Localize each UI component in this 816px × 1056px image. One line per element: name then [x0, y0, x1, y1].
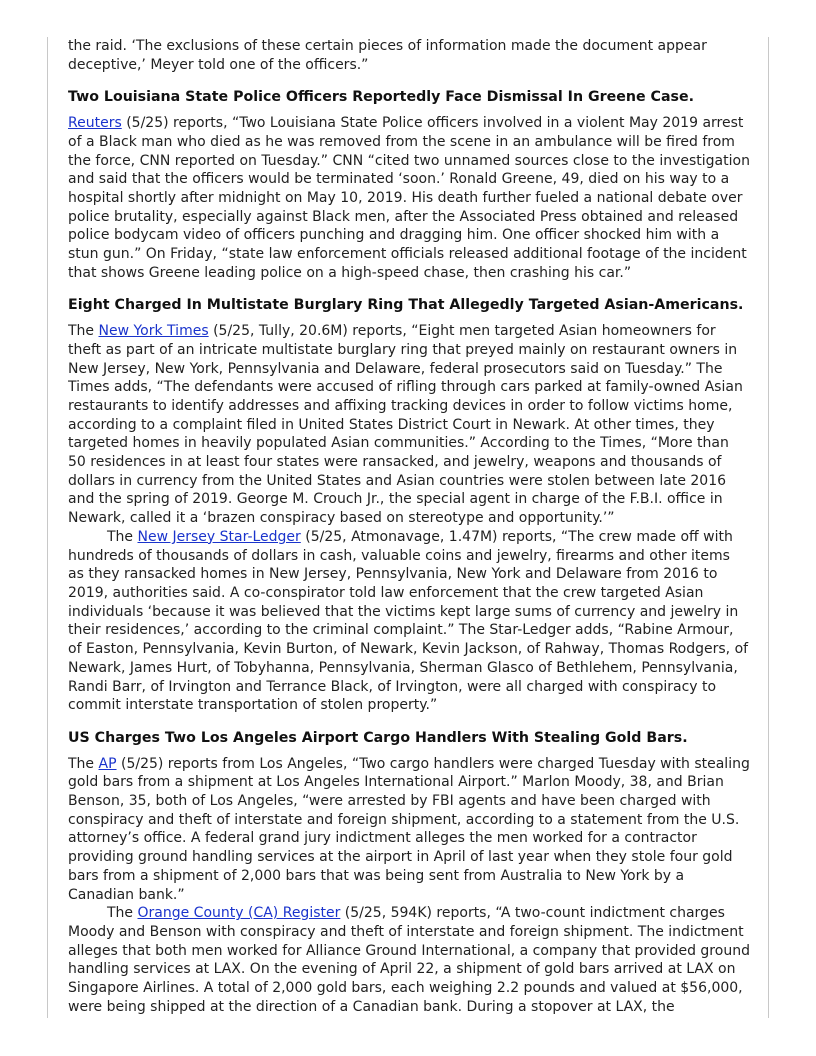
article-burglary-paragraph-1-prefix: The — [68, 323, 99, 340]
link-reuters[interactable]: Reuters — [68, 115, 122, 132]
article-gold-paragraph-1-text: (5/25) reports from Los Angeles, “Two cargo handlers were charged Tuesday with stealing gold bars from a shipment at Los Angeles International Airport.” Marlon Moody, 38, and Brian Benson, 35, both of Los Angeles, “were arrested by FBI agents and have been charged with conspiracy and theft of interstate and foreign shipment, according to a statement from the U.S. attorney’s office. A federal grand jury indictment alleges the men worked for a contractor providing ground handling services at the airport in April of last year when they stole four gold bars from a shipment of 2,000 bars that was being sent from Australia to New York by a Canadian bank.” — [68, 755, 750, 903]
article-louisiana-police — [68, 88, 750, 282]
document-body — [68, 37, 750, 1019]
article-burglary-paragraph-2 — [68, 528, 750, 715]
article-gold-paragraph-2-prefix: The — [107, 905, 138, 922]
article-burglary-paragraph-2-prefix: The — [107, 528, 138, 545]
headline-gold-bars: US Charges Two Los Angeles Airport Cargo Handlers With Stealing Gold Bars. — [68, 729, 688, 746]
link-ap[interactable]: AP — [98, 755, 117, 772]
article-louisiana-paragraph-1-text: (5/25) reports, “Two Louisiana State Police officers involved in a violent May 2019 arrest of a Black man who died as he was removed from the scene in an ambulance will be fired from the force, CNN reported on Tuesday.” CNN “cited two unnamed sources close to the investigation and said that the officers would be terminated ‘soon.’ Ronald Greene, 49, died on his way to a hospital shortly after midnight on May 10, 2019. His death further fueled a national debate over police brutality, especially against Black men, after the Associated Press obtained and released police bodycam video of officers punching and dragging him. One officer shocked him with a stun gun.” On Friday, “state law enforcement officials released additional footage of the incident that shows Greene leading police on a high-speed chase, then crashing his car.” — [68, 115, 750, 281]
article-burglary-paragraph-1-text: (5/25, Tully, 20.6M) reports, “Eight men targeted Asian homeowners for theft as part of an intricate multistate burglary ring that preyed mainly on restaurant owners in New Jersey, New York, Pennsylvania and Delaware, federal prosecutors said on Tuesday.” The Times adds, “The defendants were accused of rifling through cars parked at family-owned Asian restaurants to identify addresses and affixing tracking devices in order to follow victims home, according to a complaint filed in United States District Court in Newark. At other times, they targeted homes in heavily populated Asian communities.” According to the Times, “More than 50 residences in at least four states were ransacked, and jewelry, weapons and thousands of dollars in currency from the United States and Asian countries were stolen between late 2016 and the spring of 2019. George M. Crouch Jr., the special agent in charge of the F.B.I. office in Newark, called it a ‘brazen conspiracy based on stereotype and opportunity.’” — [68, 323, 743, 527]
article-louisiana-paragraph-1 — [68, 114, 750, 282]
article-burglary-paragraph-2-text: (5/25, Atmonavage, 1.47M) reports, “The crew made off with hundreds of thousands of dollars in cash, valuable coins and jewelry, firearms and other items as they ransacked homes in New Jersey, Pennsylvania, New York and Delaware from 2016 to 2019, authorities said. A co-conspirator told law enforcement that the crew targeted Asian individuals ‘because it was believed that the victims kept large sums of currency and jewelry in their residences,’ according to the criminal complaint.” The Star-Ledger adds, “Rabine Armour, of Easton, Pennsylvania, Kevin Burton, of Newark, Kevin Jackson, of Rahway, Thomas Rodgers, of Newark, James Hurt, of Tobyhanna, Pennsylvania, Sherman Glasco of Bethlehem, Pennsylvania, Randi Barr, of Irvington and Terrance Black, of Irvington, were all charged with conspiracy to commit interstate transportation of stolen property.” — [68, 528, 749, 714]
article-burglary-ring — [68, 296, 750, 714]
headline-burglary-ring: Eight Charged In Multistate Burglary Ring That Allegedly Targeted Asian-Americans. — [68, 297, 744, 314]
article-burglary-paragraph-1 — [68, 322, 750, 528]
intro-paragraph: the raid. ‘The exclusions of these certain pieces of information made the document appear deceptive,’ Meyer told one of the officers.” — [68, 38, 707, 73]
page-border-right — [768, 37, 769, 1018]
page-border-left — [47, 37, 48, 1018]
article-gold-paragraph-2 — [68, 904, 750, 1016]
link-new-york-times[interactable]: New York Times — [98, 323, 209, 340]
article-gold-paragraph-2-text: (5/25, 594K) reports, “A two-count indictment charges Moody and Benson with conspiracy and theft of interstate and foreign shipment. The indictment alleges that both men worked for Alliance Ground International, a company that provided ground handling services at LAX. On the evening of April 22, a shipment of gold bars arrived at LAX on Singapore Airlines. A total of 2,000 gold bars, each weighing 2.2 pounds and valued at $56,000, were being shipped at the direction of a Canadian bank. During a stopover at LAX, the — [68, 905, 750, 1015]
article-gold-paragraph-1-prefix: The — [68, 755, 99, 772]
article-gold-bars — [68, 729, 750, 1017]
link-orange-county-register[interactable]: Orange County (CA) Register — [137, 905, 341, 922]
link-new-jersey-star-ledger[interactable]: New Jersey Star-Ledger — [137, 528, 301, 545]
article-gold-paragraph-1 — [68, 755, 750, 905]
headline-louisiana-police: Two Louisiana State Police Officers Reportedly Face Dismissal In Greene Case. — [68, 89, 694, 106]
